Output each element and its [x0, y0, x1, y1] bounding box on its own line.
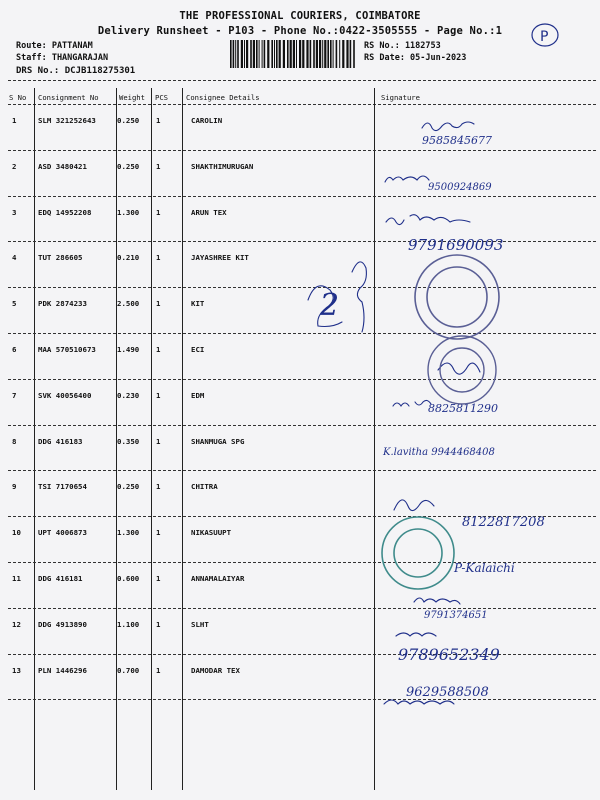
- col-consignee: Consignee Details: [186, 93, 260, 102]
- barcode-bar: [290, 40, 292, 68]
- drs-number: DRS No.: DCJB118275301: [16, 66, 136, 76]
- barcode-bar: [327, 40, 329, 68]
- signature-scribble: [422, 122, 474, 131]
- row-sno: 7: [12, 390, 17, 400]
- barcode-bar: [237, 40, 239, 68]
- page-mark-letter: P: [540, 29, 549, 45]
- row-consignment-no: UPT 4006873: [38, 528, 87, 538]
- barcode-bar: [259, 40, 260, 68]
- row-pcs: 1: [156, 390, 161, 400]
- handwritten-phone: 8122817208: [462, 515, 545, 530]
- barcode-bar: [330, 40, 332, 68]
- barcode-bar: [287, 40, 289, 68]
- barcode-bar: [279, 40, 281, 68]
- barcode-bar: [253, 40, 255, 68]
- row-weight: 2.500: [117, 299, 140, 309]
- row-consignment-no: DDG 416181: [38, 574, 83, 583]
- row-consignment-no: ASD 3480421: [38, 161, 87, 171]
- row-consignee: KIT: [191, 299, 205, 309]
- barcode-bar: [353, 40, 355, 68]
- row-pcs: 1: [156, 528, 161, 538]
- barcode-bar: [302, 40, 304, 68]
- row-weight: 0.250: [117, 482, 140, 492]
- signature-scribble: [393, 400, 431, 406]
- barcode-bar: [276, 40, 278, 68]
- barcode-bar: [342, 40, 344, 68]
- row-consignment-no: PDK 2874233: [38, 299, 87, 309]
- handwritten-name: P-Kalaichi: [454, 561, 515, 575]
- row-consignee: ARUN TEX: [191, 207, 227, 217]
- barcode-bar: [296, 40, 297, 68]
- signature-scribble: [394, 500, 434, 511]
- barcode-bar: [244, 40, 245, 68]
- row-weight: 1.100: [117, 619, 140, 629]
- row-sno: 5: [12, 299, 17, 309]
- row-weight: 1.300: [117, 207, 140, 217]
- row-weight: 0.210: [117, 253, 140, 263]
- barcode-bar: [336, 40, 338, 68]
- handwritten-phone: 9791690093: [408, 236, 504, 254]
- barcode-bar: [322, 40, 323, 68]
- rubber-stamp-3: [382, 517, 454, 589]
- row-sno: 12: [12, 619, 21, 629]
- barcode-bar: [256, 40, 258, 68]
- barcode-bar: [310, 40, 312, 68]
- row-consignee: SLHT: [191, 619, 209, 629]
- barcode-bar: [350, 40, 352, 68]
- signature-scribble: [384, 700, 454, 704]
- row-pcs: 1: [156, 345, 161, 354]
- handwritten-phone: 9500924869: [428, 182, 492, 193]
- row-weight: 0.700: [117, 665, 140, 675]
- signature-scribble: [386, 215, 470, 225]
- row-weight: 1.300: [117, 528, 140, 538]
- barcode-bar: [339, 40, 340, 68]
- row-consignment-no: EDQ 14952208: [38, 207, 92, 217]
- row-consignment-no: PLN 1446296: [38, 665, 87, 675]
- barcode-bar: [316, 40, 318, 68]
- rubber-stamp-1: [415, 255, 499, 339]
- company-title: THE PROFESSIONAL COURIERS, COIMBATORE: [179, 10, 421, 22]
- row-consignee: CHITRA: [191, 482, 218, 492]
- row-pcs: 1: [156, 116, 161, 125]
- barcode-bar: [233, 40, 235, 68]
- row-sno: 11: [12, 574, 21, 583]
- row-sno: 13: [12, 665, 21, 675]
- signature-overlay: [320, 0, 596, 790]
- barcode-bar: [324, 40, 326, 68]
- barcode-bar: [274, 40, 275, 68]
- col-sno: S No: [9, 93, 27, 102]
- row-consignee: ANNAMALAIYAR: [191, 574, 245, 583]
- runsheet-title: Delivery Runsheet - P103 - Phone No.:0422-3505555 - Page No.:1: [97, 25, 503, 37]
- row-weight: 0.600: [117, 574, 140, 583]
- barcode-bar: [267, 40, 269, 68]
- col-divider: [182, 88, 183, 790]
- barcode-bar: [319, 40, 321, 68]
- route-label: Route: PATTANAM: [16, 41, 93, 51]
- rs-date: RS Date: 05-Jun-2023: [364, 53, 467, 63]
- row-pcs: 1: [156, 207, 161, 217]
- row-weight: 0.250: [117, 116, 140, 125]
- row-consignment-no: DDG 416183: [38, 436, 83, 446]
- col-signature: Signature: [381, 93, 420, 102]
- row-weight: 0.230: [117, 390, 140, 400]
- row-pcs: 1: [156, 482, 161, 492]
- col-consignment: Consignment No: [38, 93, 99, 102]
- signature-scribble: [385, 176, 429, 182]
- barcode-bar: [230, 40, 232, 68]
- row-consignee: EDM: [191, 390, 205, 400]
- row-pcs: 1: [156, 436, 161, 446]
- row-sno: 6: [12, 345, 17, 354]
- row-sno: 10: [12, 528, 21, 538]
- barcode: [230, 40, 356, 68]
- barcode-bar: [313, 40, 315, 68]
- barcode-bar: [246, 40, 248, 68]
- barcode-bar: [235, 40, 236, 68]
- row-sno: 9: [12, 482, 17, 492]
- row-weight: 0.350: [117, 436, 140, 446]
- handwritten-phone: 9629588508: [406, 685, 489, 700]
- handwritten-name-phone: K.lavitha 9944468408: [383, 447, 495, 458]
- handwritten-phone: 8825811290: [428, 402, 498, 415]
- handwritten-phone: 9789652349: [398, 645, 500, 664]
- row-pcs: 1: [156, 299, 161, 309]
- row-consignee: DAMODAR TEX: [191, 665, 240, 675]
- row-sno: 4: [12, 253, 17, 263]
- row-pcs: 1: [156, 619, 161, 629]
- handwritten-phone: 9791374651: [424, 610, 488, 621]
- rs-number: RS No.: 1182753: [364, 41, 441, 51]
- signature-scribble: [396, 633, 436, 636]
- row-consignee: JAYASHREE KIT: [191, 253, 249, 263]
- row-pcs: 1: [156, 665, 161, 675]
- barcode-bar: [299, 40, 301, 68]
- row-consignment-no: DDG 4913890: [38, 619, 87, 629]
- row-pcs: 1: [156, 161, 161, 171]
- barcode-bar: [250, 40, 252, 68]
- col-divider: [34, 88, 35, 790]
- row-consignment-no: SLM 321252643: [38, 116, 96, 125]
- handwritten-mark: 2: [320, 288, 340, 323]
- signature-scribble: [438, 363, 480, 374]
- barcode-bar: [241, 40, 243, 68]
- row-weight: 0.250: [117, 161, 140, 171]
- col-divider: [151, 88, 152, 790]
- row-consignee: ECI: [191, 345, 205, 354]
- col-weight: Weight: [119, 93, 145, 102]
- row-weight: 1.490: [117, 345, 140, 354]
- row-pcs: 1: [156, 574, 161, 583]
- signature-scribble: [352, 262, 366, 332]
- row-consignment-no: TSI 7170654: [38, 482, 87, 492]
- barcode-bar: [293, 40, 295, 68]
- row-consignee: CAROLIN: [191, 116, 223, 125]
- barcode-bar: [271, 40, 273, 68]
- row-sno: 3: [12, 207, 17, 217]
- signature-scribble: [414, 598, 460, 604]
- barcode-bar: [283, 40, 285, 68]
- col-pcs: PCS: [155, 93, 168, 102]
- handwritten-phone: 9585845677: [422, 134, 492, 147]
- row-consignment-no: TUT 286605: [38, 253, 83, 263]
- barcode-bar: [264, 40, 266, 68]
- row-pcs: 1: [156, 253, 161, 263]
- barcode-bar: [306, 40, 308, 68]
- row-consignee: SHAKTHIMURUGAN: [191, 161, 254, 171]
- barcode-bar: [346, 40, 348, 68]
- row-consignee: SHANMUGA SPG: [191, 436, 245, 446]
- row-sno: 1: [12, 116, 17, 125]
- row-consignment-no: MAA 570510673: [38, 345, 96, 354]
- row-consignment-no: SVK 40056400: [38, 390, 92, 400]
- staff-label: Staff: THANGARAJAN: [16, 53, 109, 63]
- row-sno: 8: [12, 436, 17, 446]
- row-sno: 2: [12, 161, 17, 171]
- barcode-bar: [333, 40, 334, 68]
- barcode-bar: [262, 40, 263, 68]
- row-consignee: NIKASUUPT: [191, 528, 232, 538]
